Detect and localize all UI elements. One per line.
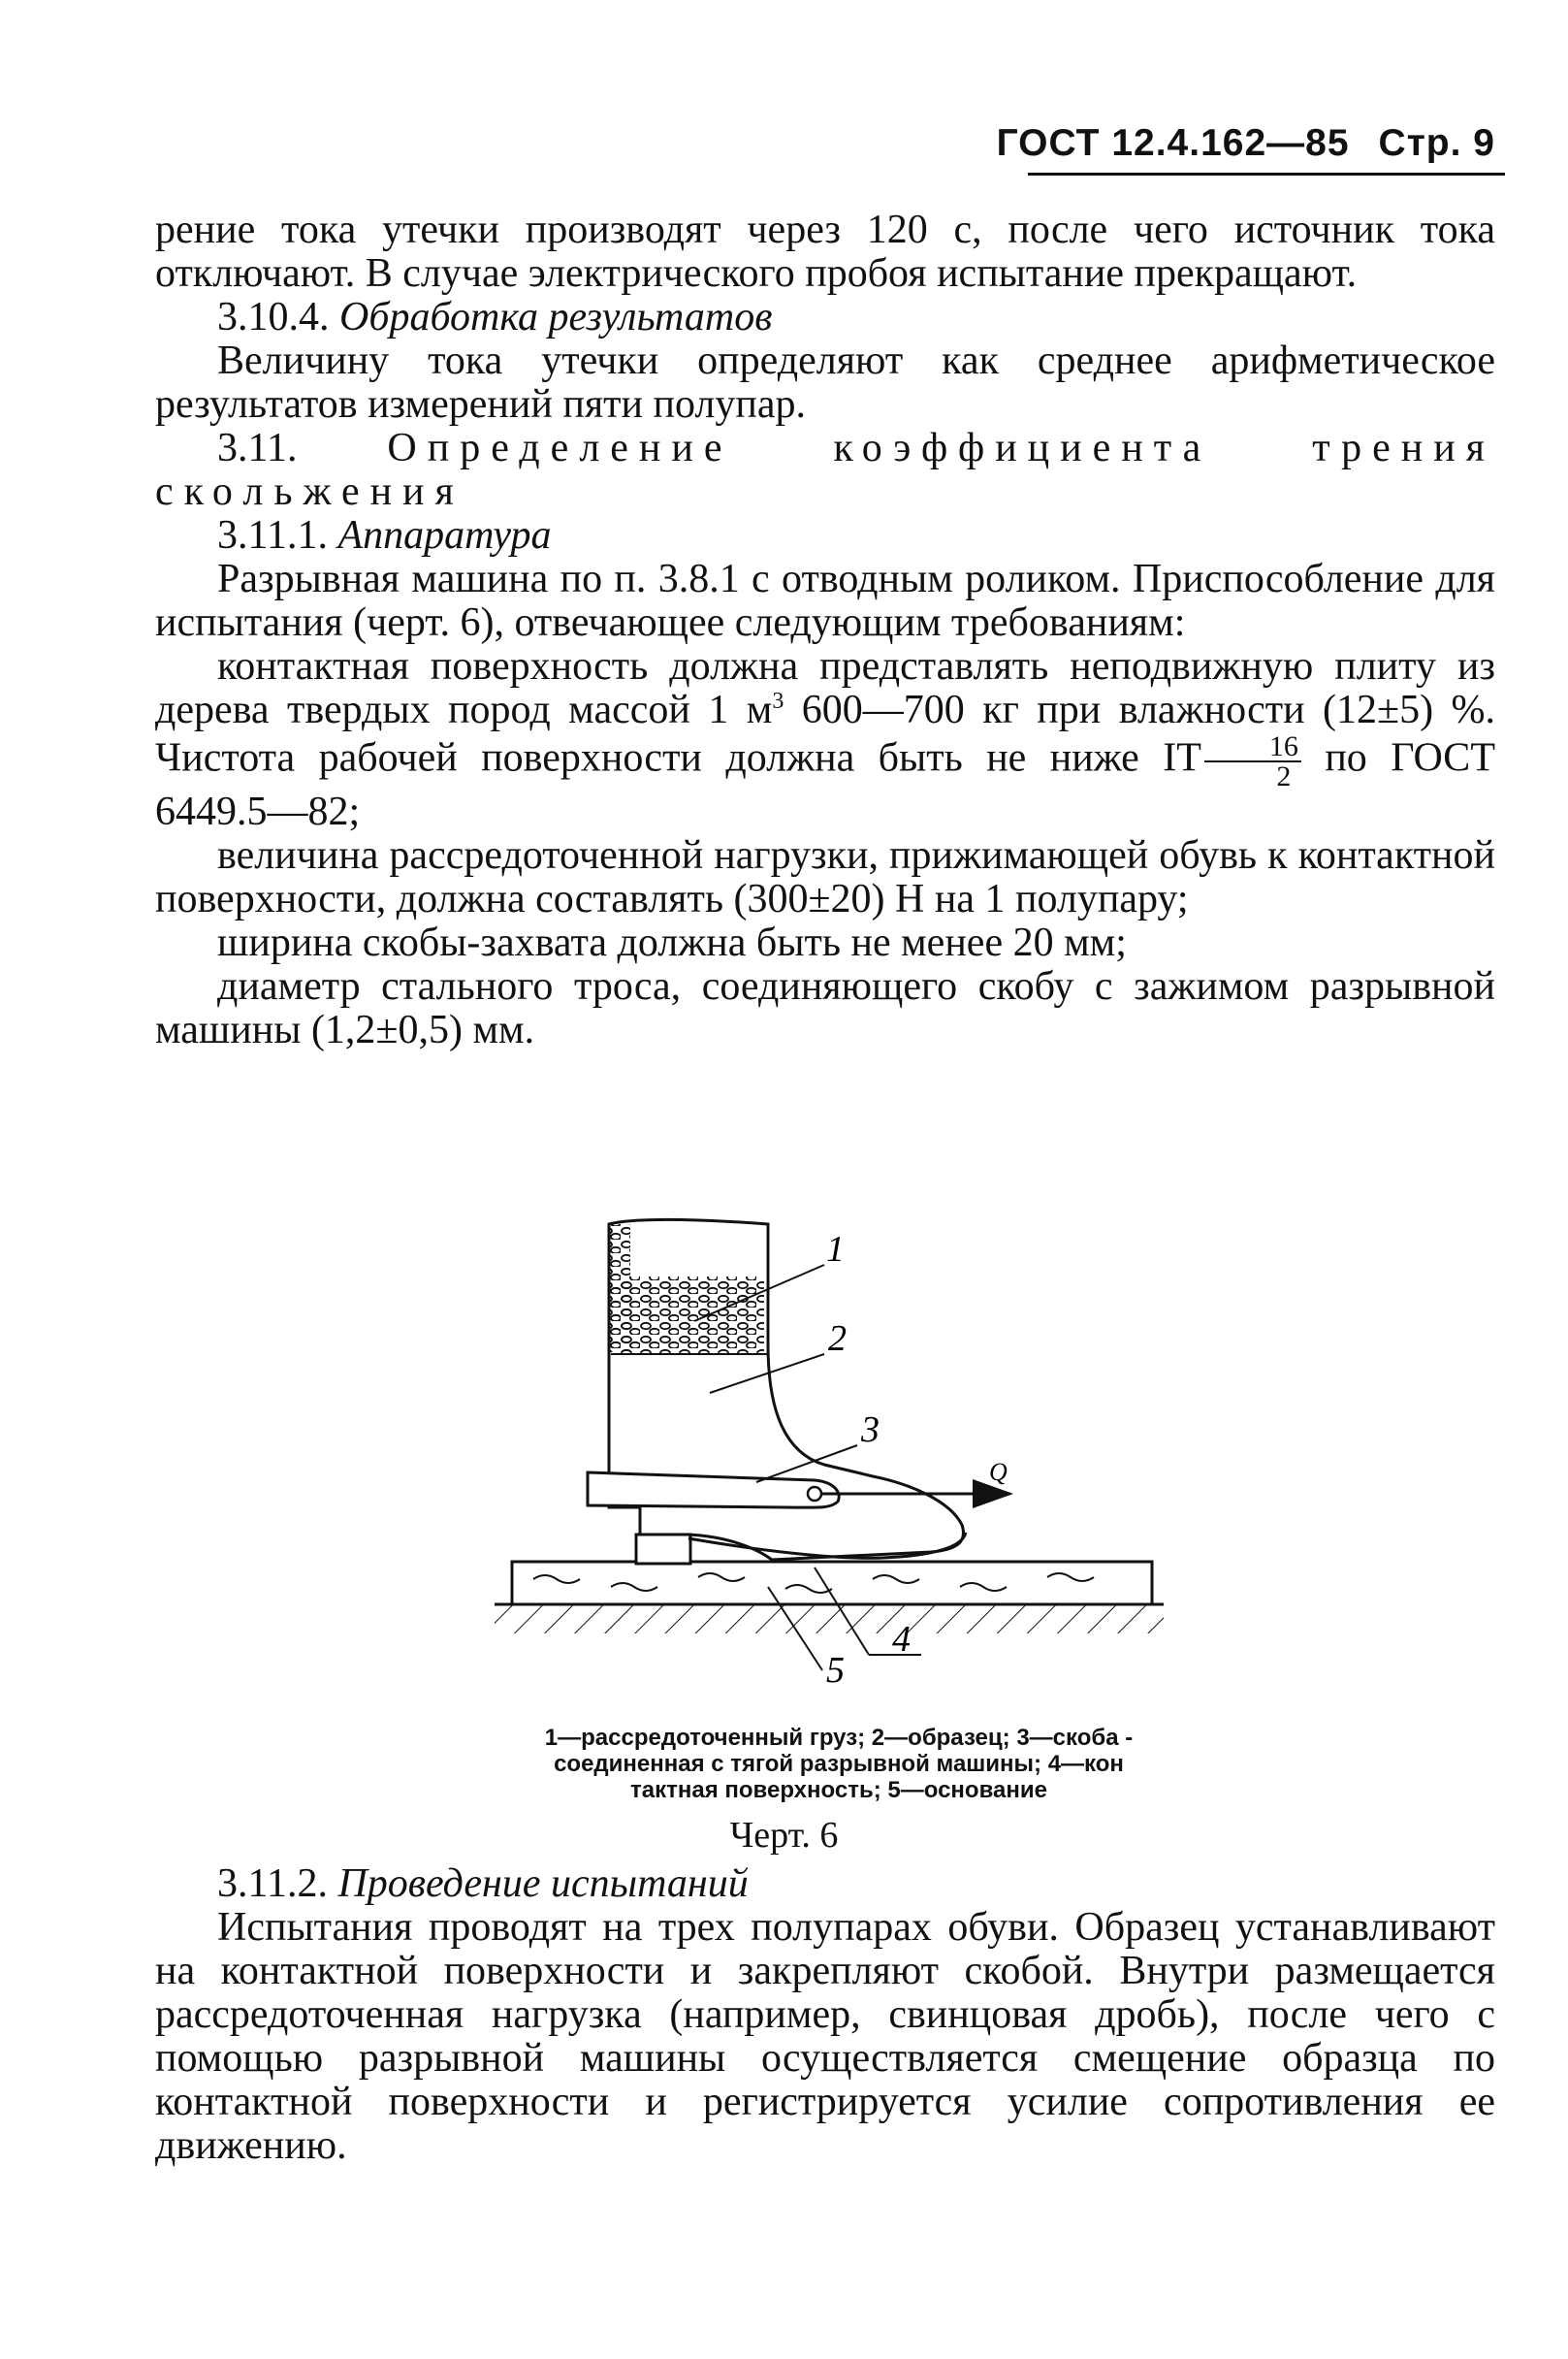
distributed-load — [613, 1276, 764, 1354]
label-5: 5 — [826, 1650, 845, 1691]
paragraph: Испытания проводят на трех полупарах обуви. Образец устанавливают на контактной поверхности и закрепляют скобой. Внутри размещается рассредоточенная нагрузка (например, свинцовая дробь), после чего с помощью разрывной машины осуществляется смещение образца по контактной поверхности и регистрируется усилие сопротивления ее движению. — [155, 1905, 1495, 2168]
section-heading: 3.11. Определение коэффициента трения скольжения — [155, 426, 1495, 514]
section-title: Аппаратура — [337, 513, 552, 558]
label-3: 3 — [861, 1409, 880, 1450]
label-2: 2 — [828, 1318, 847, 1359]
header-rule — [1028, 173, 1505, 176]
section-heading: 3.11.2. Проведение испытаний — [217, 1861, 749, 1906]
fraction: $\frac{16}{2}$ — [1204, 732, 1301, 791]
figure-caption: 1—рассредоточенный груз; 2—образец; 3—скоба - соединенная с тягой разрывной машины; 4—кон тактная поверхность; 5—основание — [544, 1725, 1134, 1803]
paragraph: рение тока утечки производят через 120 с, после чего источник тока отключают. В случае электрического пробоя испытание прекращают. — [155, 208, 1495, 296]
paragraph: величина рассредоточенной нагрузки, прижимающей обувь к контактной поверхности, должна составлять (300±20) Н на 1 полупару; — [155, 833, 1495, 921]
contact-board — [512, 1562, 1152, 1604]
section-heading: 3.10.4. Обработка результатов — [217, 295, 773, 339]
page-number: Стр. 9 — [1378, 122, 1495, 164]
label-q: Q — [989, 1458, 1008, 1486]
section-3-11-2 — [155, 1862, 1495, 2168]
boot-test-figure — [465, 1199, 1187, 1703]
page-header — [968, 122, 1495, 165]
label-1: 1 — [826, 1229, 845, 1270]
paragraph: ширина скобы-захвата должна быть не менее 20 мм; — [217, 921, 1127, 965]
figure-title: Черт. 6 — [729, 1815, 839, 1856]
standard-number: ГОСТ 12.4.162—85 — [996, 122, 1350, 164]
label-4: 4 — [892, 1619, 911, 1660]
main-text — [155, 209, 1495, 1052]
section-title: Обработка результатов — [339, 295, 773, 339]
section-title: Проведение испытаний — [337, 1861, 749, 1906]
base-hatch — [495, 1604, 1164, 1633]
section-heading: 3.11.1. Аппаратура — [217, 513, 552, 558]
section-title: Определение коэффициента трения скольжения — [155, 426, 1495, 514]
paragraph: Величину тока утечки определяют как среднее арифметическое результатов измерений пяти полупар. — [155, 339, 1495, 427]
paragraph: диаметр стального троса, соединяющего скобу с зажимом разрывной машины (1,2±0,5) мм. — [155, 964, 1495, 1052]
paragraph: контактная поверхность должна представлять неподвижную плиту из дерева твердых пород массой 1 $м^3$ 600—700 кг при влажности (12±5) %. Чистота рабочей поверхности должна быть не ниже IT $\frac{16}{2}$ по ГОСТ 6449.5—82; — [155, 644, 1495, 834]
paragraph: Разрывная машина по п. 3.8.1 с отводным роликом. Приспособление для испытания (черт. 6), отвечающее следующим требованиям: — [155, 557, 1495, 645]
